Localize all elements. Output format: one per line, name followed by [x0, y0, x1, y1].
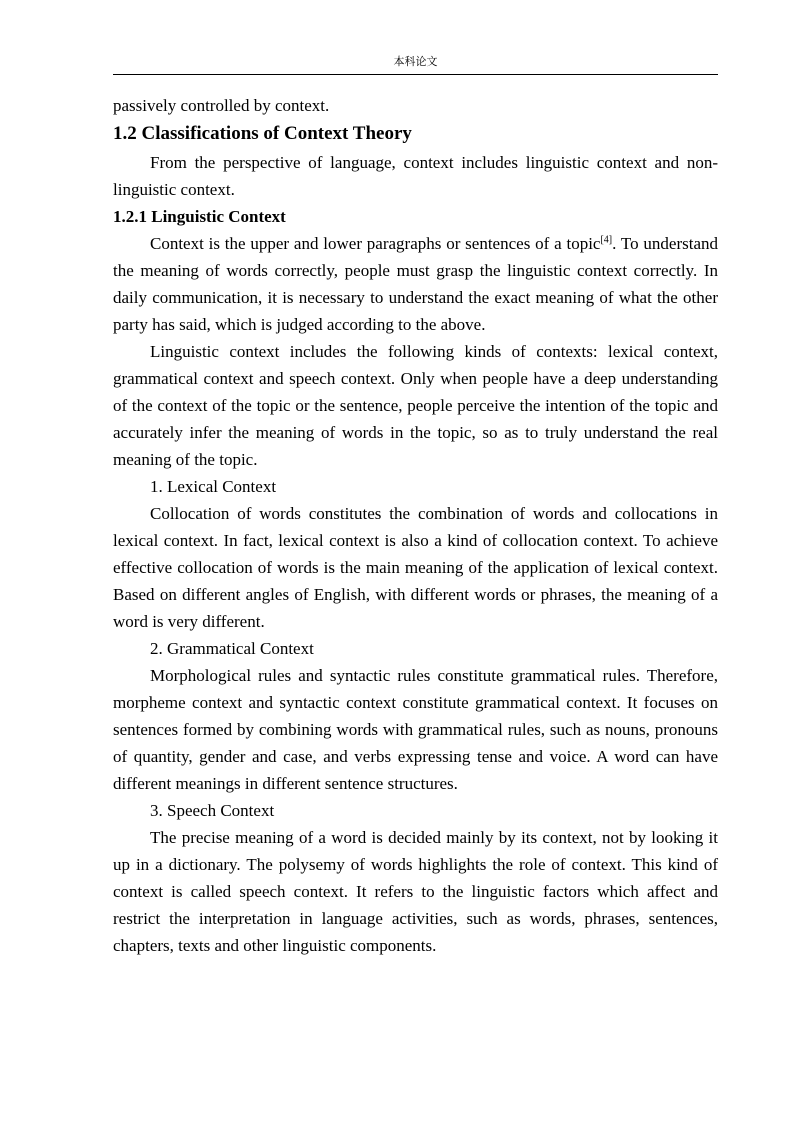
paragraph-text: Context is the upper and lower paragraphs or sentences of a topic: [150, 234, 601, 253]
paragraph-lexical-context: Collocation of words constitutes the combination of words and collocations in lexical context. In fact, lexical context is also a kind of collocation context. To achieve effective collocation of words is the main meaning of the application of lexical context. Based on different angles of English, with different words or phrases, the meaning of a word is very different.: [113, 504, 718, 631]
paragraph-linguistic-context: Linguistic context includes the following kinds of contexts: lexical context, grammatical context and speech context. Only when people have a deep understanding of the context of the topic or the sentence, people perceive the intention of the topic and accurately infer the meaning of words in the topic, so as to truly understand the real meaning of the topic.: [113, 342, 718, 469]
paragraph-context-definition: [113, 230, 718, 338]
section-heading: 1.2 Classifications of Context Theory: [113, 123, 412, 144]
paragraph-text: . To understand the meaning of words correctly, people must grasp the linguistic context correctly. In daily communication, it is necessary to understand the exact meaning of what the other party has said, which is judged according to the above.: [113, 234, 719, 334]
paragraph-grammatical-context: Morphological rules and syntactic rules constitute grammatical rules. Therefore, morpheme context and syntactic context constitute grammatical context. It focuses on sentences formed by combining words with grammatical rules, such as nouns, pronouns of quantity, gender and case, and verbs expressing tense and voice. A word can have different meanings in different sentence structures.: [113, 666, 718, 793]
section-intro-paragraph: From the perspective of language, context includes linguistic context and non-linguistic context.: [113, 153, 718, 199]
list-item-title-grammatical: 2. Grammatical Context: [150, 639, 314, 658]
list-item-title-lexical: 1. Lexical Context: [150, 477, 277, 496]
continuation-text: passively controlled by context.: [113, 96, 330, 115]
paragraph-speech-context: The precise meaning of a word is decided mainly by its context, not by looking it up in a dictionary. The polysemy of words highlights the role of context. This kind of context is called speech context. It refers to the linguistic factors which affect and restrict the interpretation in language activities, such as words, phrases, sentences, chapters, texts and other linguistic components.: [113, 828, 718, 955]
list-item-title-speech: 3. Speech Context: [150, 801, 275, 820]
header-title: 本科论文: [393, 56, 438, 68]
subsection-heading: 1.2.1 Linguistic Context: [113, 207, 286, 226]
document-body: [113, 92, 718, 959]
citation-reference: [4]: [600, 234, 613, 246]
page-header: [113, 54, 718, 75]
